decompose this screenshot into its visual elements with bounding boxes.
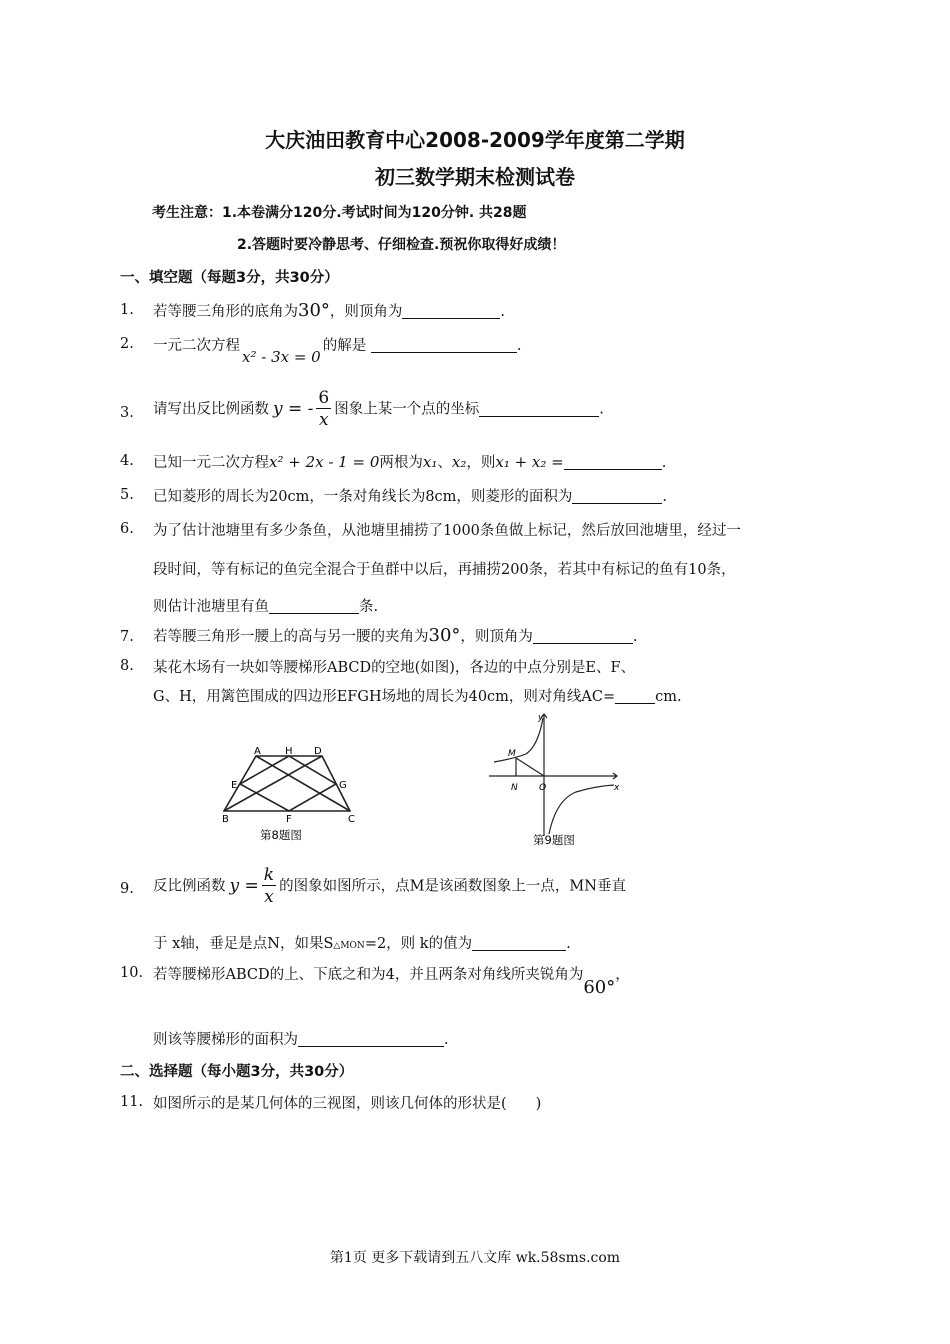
question-text: 则估计池塘里有鱼 [153, 599, 269, 615]
answer-blank[interactable] [564, 454, 662, 470]
question-9-line-2 [153, 932, 571, 953]
question-number: 4. [120, 453, 134, 469]
math-expression: 30° [298, 300, 330, 321]
question-4 [153, 451, 666, 472]
answer-blank[interactable] [298, 1031, 444, 1047]
punctuation: 、 [437, 455, 452, 471]
vertex-label: H [285, 746, 293, 757]
section-title-fill-in: 一、填空题（每题3分，共30分） [120, 270, 339, 286]
question-text: 则该等腰梯形的面积为 [153, 1032, 298, 1048]
math-variable: x₂ [451, 453, 467, 471]
answer-blank[interactable] [479, 401, 599, 417]
question-number: 9. [120, 881, 134, 897]
math-variable: x₁ [422, 453, 438, 471]
question-5 [153, 485, 667, 506]
fraction-denominator: x [264, 887, 274, 907]
answer-blank[interactable] [533, 628, 633, 644]
subscript: △MON [333, 941, 365, 951]
answer-blank[interactable] [472, 935, 566, 951]
question-text: 若等腰梯形ABCD的上、下底之和为4，并且两条对角线所夹锐角为 [153, 967, 584, 983]
question-9 [153, 865, 626, 908]
figure-8-trapezoid [214, 744, 364, 848]
question-number: 8. [120, 658, 134, 674]
vertex-label: A [254, 746, 261, 757]
punctuation: ， [615, 967, 630, 983]
exam-title-line1: 大庆油田教育中心2008-2009学年度第二学期 [265, 128, 685, 152]
axis-label: y [538, 713, 544, 723]
question-text: 反比例函数 [153, 878, 226, 895]
fraction-numerator: k [263, 865, 275, 885]
math-expression: y = - [273, 398, 314, 419]
figure-9-graph [486, 710, 624, 848]
question-11: 如图所示的是某几何体的三视图，则该几何体的形状是( ) [153, 1096, 542, 1112]
fraction [316, 388, 331, 431]
question-text: 条. [359, 599, 379, 615]
vertex-label: C [348, 814, 355, 825]
question-number: 3. [120, 405, 134, 421]
question-8-line-2 [153, 685, 682, 706]
vertex-label: G [339, 780, 347, 791]
answer-blank[interactable] [615, 688, 655, 704]
fraction-denominator: x [319, 410, 329, 430]
question-text: 图象上某一个点的坐标 [334, 401, 480, 418]
question-text: 一元二次方程 [153, 338, 240, 354]
punctuation: . [661, 455, 667, 471]
math-expression: y = [229, 875, 259, 896]
math-expression: 30° [428, 625, 461, 646]
section-title-multiple-choice: 二、选择题（每小题3分，共30分） [120, 1064, 354, 1080]
question-text: ，则顶角为 [460, 629, 533, 645]
question-6-line-3 [153, 595, 378, 616]
punctuation: . [599, 401, 604, 418]
question-number: 2. [120, 336, 134, 352]
fraction [262, 865, 276, 908]
question-number: 6. [120, 521, 134, 537]
question-text: 请写出反比例函数 [153, 401, 269, 418]
answer-blank[interactable] [371, 337, 517, 353]
question-text: 的解是 [322, 338, 367, 354]
question-text: =2，则 k的值为 [364, 936, 473, 952]
math-expression: x² + 2x - 1 = 0 [269, 453, 380, 471]
math-expression: x² - 3x = 0 [242, 348, 321, 366]
question-number: 1. [120, 302, 134, 318]
answer-blank[interactable] [572, 488, 662, 504]
exam-note-1: 考生注意：1.本卷满分120分.考试时间为120分钟. 共28题 [152, 205, 527, 221]
exam-note-2: 2.答题时要冷静思考、仔细检查.预祝你取得好成绩！ [237, 237, 566, 253]
math-expression: x₁ + x₂ = [495, 453, 564, 471]
question-text: 若等腰三角形的底角为 [153, 304, 298, 320]
question-6-line-2: 段时间，等有标记的鱼完全混合于鱼群中以后，再捕捞200条，若其中有标记的鱼有10条， [153, 562, 736, 578]
question-10 [153, 963, 630, 998]
question-10-line-2 [153, 1028, 449, 1049]
math-expression: 60° [583, 977, 616, 998]
question-text: ，则顶角为 [329, 304, 403, 320]
question-8-line-1: 某花木场有一块如等腰梯形ABCD的空地(如图)，各边的中点分别是E、F、 [153, 660, 636, 676]
question-text: 于 x轴，垂足是点N，如果S [153, 936, 334, 952]
question-2 [153, 334, 522, 366]
vertex-label: D [314, 746, 322, 757]
exam-title-line2: 初三数学期末检测试卷 [375, 165, 575, 189]
point-label: N [511, 783, 518, 793]
vertex-label: B [222, 814, 229, 825]
question-1 [153, 300, 505, 321]
question-text: 的图象如图所示，点M是该函数图象上一点，MN垂直 [279, 878, 626, 895]
answer-blank[interactable] [269, 598, 359, 614]
punctuation: . [632, 629, 638, 645]
point-label: M [508, 749, 516, 759]
punctuation: . [444, 1032, 449, 1048]
punctuation: . [516, 338, 522, 354]
figure-caption: 第8题图 [260, 828, 302, 842]
punctuation: . [566, 936, 571, 952]
question-number: 10. [120, 965, 144, 981]
punctuation: . [500, 304, 506, 320]
fraction-numerator: 6 [318, 388, 330, 408]
question-text: 已知一元二次方程 [153, 455, 269, 471]
page-footer: 第1页 更多下载请到五八文库 wk.58sms.com [329, 1250, 621, 1266]
question-number: 5. [120, 487, 134, 503]
vertex-label: F [286, 814, 292, 825]
question-6-line-1: 为了估计池塘里有多少条鱼，从池塘里捕捞了1000条鱼做上标记，然后放回池塘里，经过一 [153, 523, 741, 539]
question-3 [153, 388, 604, 431]
question-text: 已知菱形的周长为20cm，一条对角线长为8cm，则菱形的面积为 [153, 489, 573, 505]
question-text: ，则 [466, 455, 496, 471]
question-text: G、H，用篱笆围成的四边形EFGH场地的周长为40cm，则对角线AC= [153, 689, 616, 705]
question-number: 7. [120, 629, 134, 645]
question-7 [153, 625, 638, 646]
axis-label: x [614, 783, 620, 793]
vertex-label: E [231, 780, 238, 791]
answer-blank[interactable] [402, 303, 500, 319]
question-text: 两根为 [379, 455, 423, 471]
question-number: 11. [120, 1094, 144, 1110]
point-label: O [539, 783, 547, 793]
question-text: cm. [655, 689, 682, 705]
punctuation: . [662, 489, 668, 505]
figure-caption: 第9题图 [533, 833, 575, 847]
question-text: 若等腰三角形一腰上的高与另一腰的夹角为 [153, 629, 429, 645]
